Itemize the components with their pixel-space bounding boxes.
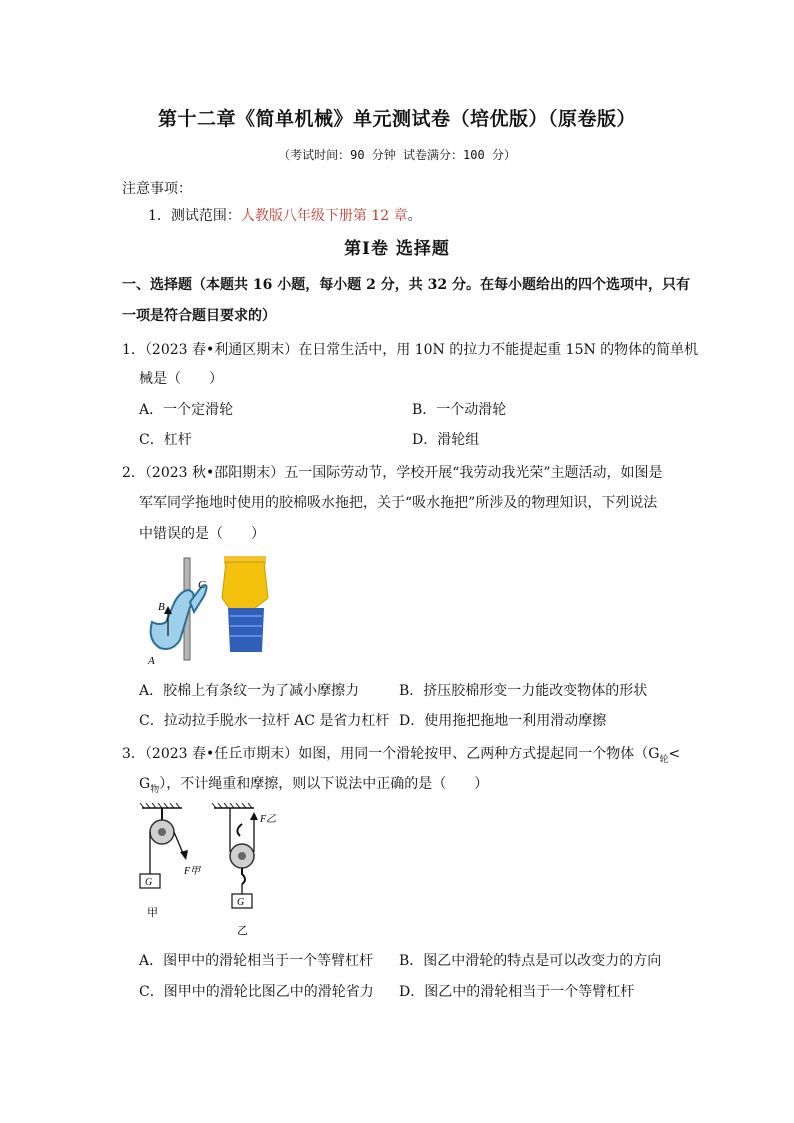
arrow-f-jia — [180, 850, 188, 860]
question-3-line2 — [139, 773, 488, 795]
arrow-f-yi — [250, 812, 258, 820]
q3-option-a[interactable]: A．图甲中的滑轮相当于一个等臂杠杆 — [139, 953, 374, 969]
pulley-yi-axle — [238, 852, 246, 860]
question-3-g: G — [139, 776, 151, 792]
question-3-rest: ），不计绳重和摩擦，则以下说法中正确的是（ ） — [159, 776, 489, 792]
pulley-figure — [130, 802, 280, 940]
mop-figure — [132, 552, 272, 667]
q3-option-d[interactable]: D．图乙中的滑轮相当于一个等臂杠杆 — [399, 984, 635, 1000]
q3-option-c[interactable]: C．图甲中的滑轮比图乙中的滑轮省力 — [139, 984, 374, 1000]
notes-item-prefix: 1．测试范围： — [148, 208, 241, 224]
question-2-line1: 2．（2023 秋•邵阳期末）五一国际劳动节，学校开展“我劳动我光荣”主题活动，如图是 — [122, 465, 663, 481]
notes-item — [148, 205, 422, 225]
label-a: A — [148, 655, 155, 667]
notes-item-scope: 人教版八年级下册第 12 章 — [240, 208, 408, 224]
question-3-sub-wheel: 轮 — [659, 754, 669, 765]
q2-option-a[interactable]: A．胶棉上有条纹一为了减小摩擦力 — [139, 683, 360, 699]
label-jia: 甲 — [147, 906, 158, 919]
mop-photo-sponge — [228, 608, 264, 652]
question-3-lt: < — [668, 746, 681, 762]
q2-option-b[interactable]: B．挤压胶棉形变一力能改变物体的形状 — [399, 683, 648, 699]
question-1-line1: 1．（2023 春•利通区期末）在日常生活中，用 10N 的拉力不能提起重 15N 的物体的简单机 — [122, 342, 699, 358]
question-1-line2: 械是（ ） — [139, 371, 223, 387]
hook-bottom — [242, 868, 245, 884]
question-3-text: 3．（2023 春•任丘市期末）如图，用同一个滑轮按甲、乙两种方式提起同一个物体（G — [122, 746, 660, 762]
hook-top — [237, 824, 242, 836]
q1-option-b[interactable]: B．一个动滑轮 — [412, 402, 507, 418]
q1-option-c[interactable]: C．杠杆 — [139, 432, 192, 448]
page-title: 第十二章《简单机械》单元测试卷（培优版）（原卷版） — [157, 108, 636, 130]
mop-photo-head — [222, 562, 268, 612]
notes-heading: 注意事项： — [122, 181, 192, 197]
part-heading-line1: 一、选择题（本题共 16 小题，每小题 2 分，共 32 分。在每小题给出的四个选项中，只有 — [122, 277, 690, 293]
q2-option-d[interactable]: D．使用拖把拖地一利用滑动摩擦 — [399, 713, 607, 729]
q3-option-b[interactable]: B．图乙中滑轮的特点是可以改变力的方向 — [399, 953, 662, 969]
q1-option-a[interactable]: A．一个定滑轮 — [139, 402, 234, 418]
question-3-line1 — [122, 743, 680, 765]
label-f-jia: F甲 — [184, 866, 201, 877]
question-3-sub-object: 物 — [150, 784, 160, 795]
notes-item-suffix: 。 — [407, 208, 422, 224]
label-g-jia: G — [145, 877, 153, 888]
question-2-line3: 中错误的是（ ） — [139, 526, 265, 542]
label-g-yi: G — [237, 897, 245, 908]
q1-option-d[interactable]: D．滑轮组 — [412, 432, 480, 448]
label-yi: 乙 — [237, 924, 248, 937]
section-title: 第Ⅰ卷 选择题 — [344, 239, 450, 259]
label-c: C — [198, 579, 206, 591]
exam-info: （考试时间：90 分钟 试卷满分：100 分） — [278, 148, 516, 162]
label-b: B — [158, 601, 165, 613]
label-f-yi: F乙 — [260, 814, 277, 825]
part-heading-line2: 一项是符合题目要求的） — [122, 308, 276, 324]
question-2-line2: 军军同学拖地时使用的胶棉吸水拖把，关于“吸水拖把”所涉及的物理知识，下列说法 — [139, 495, 658, 511]
q2-option-c[interactable]: C．拉动拉手脱水一拉杆 AC 是省力杠杆 — [139, 713, 390, 729]
pulley-jia-axle — [158, 828, 166, 836]
